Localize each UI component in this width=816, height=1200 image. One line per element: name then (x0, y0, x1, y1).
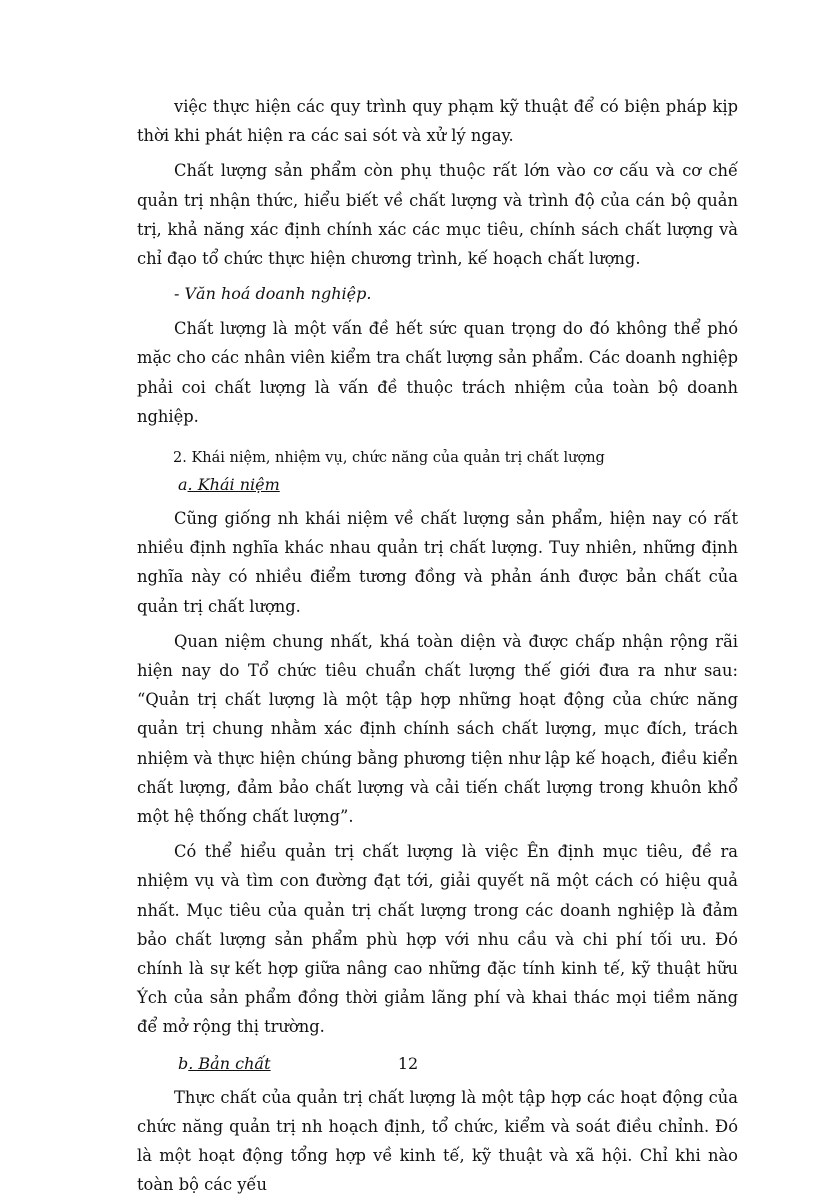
paragraph-4: Cũng giống nh khái niệm về chất lượng sản phẩm, hiện nay có rất nhiều định nghĩa khác nhau quản trị chất lượng. Tuy nhiên, những định nghĩa này có nhiều điểm tương đồng và phản ánh được bản chất của quản trị chất lượng. (137, 509, 738, 616)
paragraph-7: Thực chất của quản trị chất lượng là một tập hợp các hoạt động của chức năng quản trị nh hoạch định, tổ chức, kiểm và soát điều chỉnh. Đó là một hoạt động tổng hợp về kinh tế, kỹ thuật và xã hội. Chỉ khi nào toàn bộ các yếu (137, 1087, 738, 1195)
subheading-culture: - Văn hoá doanh nghiệp. (174, 284, 372, 304)
page-content (137, 92, 738, 1200)
paragraph-6: Có thể hiểu quản trị chất lượng là việc Ên định mục tiêu, đề ra nhiệm vụ và tìm con đường đạt tới, giải quyết nã một cách có hiệu quả nhất. Mục tiêu của quản trị chất lượng trong các doanh nghiệp là đảm bảo chất lượng sản phẩm phù hợp với nhu cầu và chi phí tối ưu. Đó chính là sự kết hợp giữa nâng cao những đặc tính kinh tế, kỹ thuật hữu Ých của sản phẩm đồng thời giảm lãng phí và khai thác mọi tiềm năng để mở rộng thị trường. (137, 842, 738, 1037)
paragraph-2: Chất lượng sản phẩm còn phụ thuộc rất lớn vào cơ cấu và cơ chế quản trị nhận thức, hiểu biết về chất lượng và trình độ của cán bộ quản trị, khả năng xác định chính xác các mục tiêu, chính sách chất lượng và chỉ đạo tổ chức thực hiện chương trình, kế hoạch chất lượng. (137, 161, 738, 269)
paragraph-1: việc thực hiện các quy trình quy phạm kỹ thuật để có biện pháp kịp thời khi phát hiện ra các sai sót và xử lý ngay. (137, 97, 738, 146)
page-number: 12 (397, 1054, 419, 1073)
label-b-prefix: b (178, 1053, 189, 1073)
label-b-text: . Bản chất (188, 1053, 271, 1073)
label-a-text: . Khái niệm (187, 475, 280, 495)
label-a-prefix: a (178, 475, 188, 495)
section-2-heading: 2. Khái niệm, nhiệm vụ, chức năng của quản trị chất lượng (173, 450, 605, 467)
paragraph-5: Quan niệm chung nhất, khá toàn diện và được chấp nhận rộng rãi hiện nay do Tổ chức tiêu chuẩn chất lượng thế giới đưa ra như sau: “Quản trị chất lượng là một tập hợp những hoạt động của chức năng quản trị chung nhằm xác định chính sách chất lượng, mục đích, trách nhiệm và thực hiện chúng bằng phương tiện như lập kế hoạch, điều kiển chất lượng, đảm bảo chất lượng và cải tiến chất lượng trong khuôn khổ một hệ thống chất lượng”. (137, 631, 738, 827)
paragraph-3: Chất lượng là một vấn đề hết sức quan trọng do đó không thể phó mặc cho các nhân viên kiểm tra chất lượng sản phẩm. Các doanh nghiệp phải coi chất lượng là vấn đề thuộc trách nhiệm của toàn bộ doanh nghiệp. (137, 319, 738, 426)
label-a (137, 471, 738, 498)
